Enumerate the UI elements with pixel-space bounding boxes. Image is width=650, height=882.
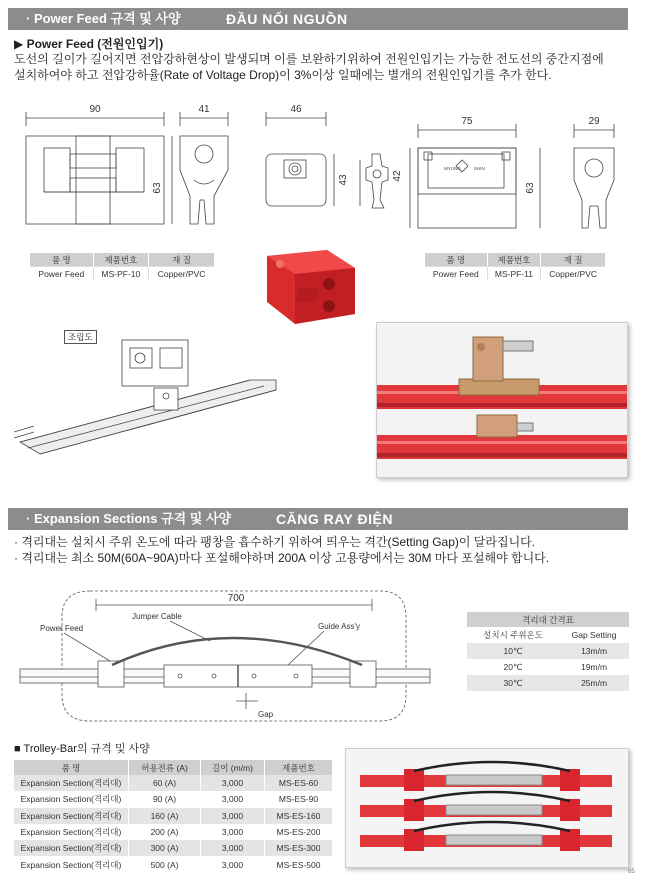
- header-name: 품 명: [14, 760, 129, 775]
- table-cell: 300 (A): [129, 840, 201, 856]
- expansion-sections-photo: [345, 748, 629, 868]
- dim-75: 75: [461, 116, 473, 127]
- power-feed-product-photo: [255, 244, 365, 330]
- table-cell: MS-ES-200: [264, 824, 332, 840]
- power-feed-drawings: [0, 96, 650, 246]
- dim-41: 41: [198, 104, 210, 115]
- header-name: 품 명: [425, 253, 487, 267]
- installed-rails-image: [377, 323, 627, 477]
- power-feed-section-bar: [8, 8, 628, 30]
- gap-cell: 13m/m: [559, 643, 629, 659]
- dim-43: 43: [338, 174, 349, 186]
- dim-700: 700: [227, 593, 245, 604]
- table-cell: Expansion Section(격리대): [20, 827, 122, 838]
- table-cell: 200 (A): [129, 824, 201, 840]
- expansion-desc-line2: · 격리대는 최소 50M(60A~90A)마다 포설해야하며 200A 이상 고용량에서는 30M 마다 포설해야 합니다.: [14, 551, 550, 565]
- dim-29: 29: [588, 116, 600, 127]
- table-cell: 160 (A): [129, 808, 201, 824]
- gap-table-title: 격리대 간격표: [467, 612, 629, 627]
- table-cell: MS-ES-160: [264, 808, 332, 824]
- expansion-rails-image: [346, 749, 628, 867]
- table-cell: 3,000: [201, 791, 265, 807]
- table-cell: MS-ES-300: [264, 840, 332, 856]
- header-code: 제품번호: [93, 253, 148, 267]
- section-title: · Power Feed 규격 및 사양: [26, 11, 181, 26]
- expansion-section-bar: [8, 508, 628, 530]
- table-cell: 500 (A): [129, 856, 201, 872]
- cell-material: Copper/PVC: [541, 267, 605, 281]
- header-material: 재 질: [541, 253, 605, 267]
- table-cell: MS-ES-500: [264, 856, 332, 872]
- dim-42: 42: [392, 170, 403, 182]
- expansion-diagram: [0, 585, 440, 725]
- dim-90: 90: [89, 104, 101, 115]
- header-material: 재 질: [149, 253, 214, 267]
- cell-code: MS-PF-10: [93, 267, 148, 281]
- table-cell: 3,000: [201, 856, 265, 872]
- gap-header-temp: 설치시 주위온도: [483, 630, 543, 640]
- assembly-label: 조립도: [64, 330, 97, 344]
- trolley-bar-title: ■ Trolley-Bar의 규격 및 사양: [14, 743, 150, 755]
- section-title: · Expansion Sections 규격 및 사양: [26, 511, 232, 526]
- power-feed-table-1: [30, 253, 214, 280]
- power-feed-desc-line2: 설치하여야 하고 전압강하율(Rate of Voltage Drop)이 3%이상 일때에는 별개의 전원인입기를 추가 한다.: [14, 68, 552, 82]
- gap-table: [467, 612, 629, 691]
- gap-cell: 19m/m: [581, 662, 608, 672]
- trolley-bar-table: [14, 760, 332, 873]
- cell-code: MS-PF-11: [487, 267, 541, 281]
- header-name: 품 명: [30, 253, 93, 267]
- table-cell: 3,000: [201, 808, 265, 824]
- table-cell: MS-ES-60: [264, 775, 332, 791]
- section-title-vietnamese: CĂNG RAY ĐIỆN: [276, 511, 393, 527]
- power-feed-subtitle: ▶ Power Feed (전원인입기): [14, 37, 164, 51]
- page-number: 65: [628, 869, 635, 875]
- table-cell: 60 (A): [129, 775, 201, 791]
- label-jumper-cable: Jumper Cable: [132, 612, 182, 621]
- table-cell: Expansion Section(격리대): [14, 840, 129, 856]
- brand-right: SHIN: [474, 166, 485, 171]
- label-guide-assy: Guide Ass'y: [318, 622, 360, 631]
- gap-header-setting: Gap Setting: [571, 630, 617, 640]
- cell-material: Copper/PVC: [149, 267, 214, 281]
- table-cell: MS-ES-90: [264, 791, 332, 807]
- expansion-desc-line1: · 격리대는 설치시 주위 온도에 따라 팽창을 흡수하기 위하여 띄우는 격간(Setting Gap)이 달라집니다.: [14, 535, 536, 549]
- cell-name: Power Feed: [425, 267, 487, 281]
- header-length: 길이 (m/m): [201, 760, 265, 775]
- gap-cell: 20℃: [503, 661, 523, 672]
- header-current: 허용전류 (A): [129, 760, 201, 775]
- table-cell: 3,000: [201, 775, 265, 791]
- table-cell: Expansion Section(격리대): [20, 859, 122, 870]
- power-feed-desc-line1: 도선의 길이가 길어지면 전압강하현상이 발생되며 이를 보완하기위하여 전원인입기는 가능한 전도선의 중간지점에: [14, 52, 604, 66]
- assembly-drawing: [10, 330, 300, 460]
- table-cell: Expansion Section(격리대): [20, 794, 122, 805]
- power-feed-installed-photo: [376, 322, 628, 478]
- gap-cell: 10℃: [467, 643, 559, 659]
- label-power-feed: Power Feed: [40, 624, 84, 633]
- dim-46: 46: [290, 104, 302, 115]
- gap-cell: 25m/m: [559, 675, 629, 691]
- cell-name: Power Feed: [30, 267, 93, 281]
- label-gap: Gap: [258, 710, 274, 719]
- gap-cell: 30℃: [467, 675, 559, 691]
- dim-63b: 63: [525, 182, 536, 194]
- section-title-vietnamese: ĐẦU NỐI NGUỒN: [226, 11, 348, 27]
- header-code: 제품번호: [487, 253, 541, 267]
- table-cell: Expansion Section(격리대): [14, 775, 129, 791]
- power-feed-table-2: [425, 253, 605, 280]
- table-cell: 3,000: [201, 840, 265, 856]
- dim-63a: 63: [152, 182, 163, 194]
- table-cell: 90 (A): [129, 791, 201, 807]
- table-cell: Expansion Section(격리대): [14, 808, 129, 824]
- table-cell: 3,000: [201, 824, 265, 840]
- header-code: 제품번호: [264, 760, 332, 775]
- brand-left: MYUNG: [444, 166, 461, 171]
